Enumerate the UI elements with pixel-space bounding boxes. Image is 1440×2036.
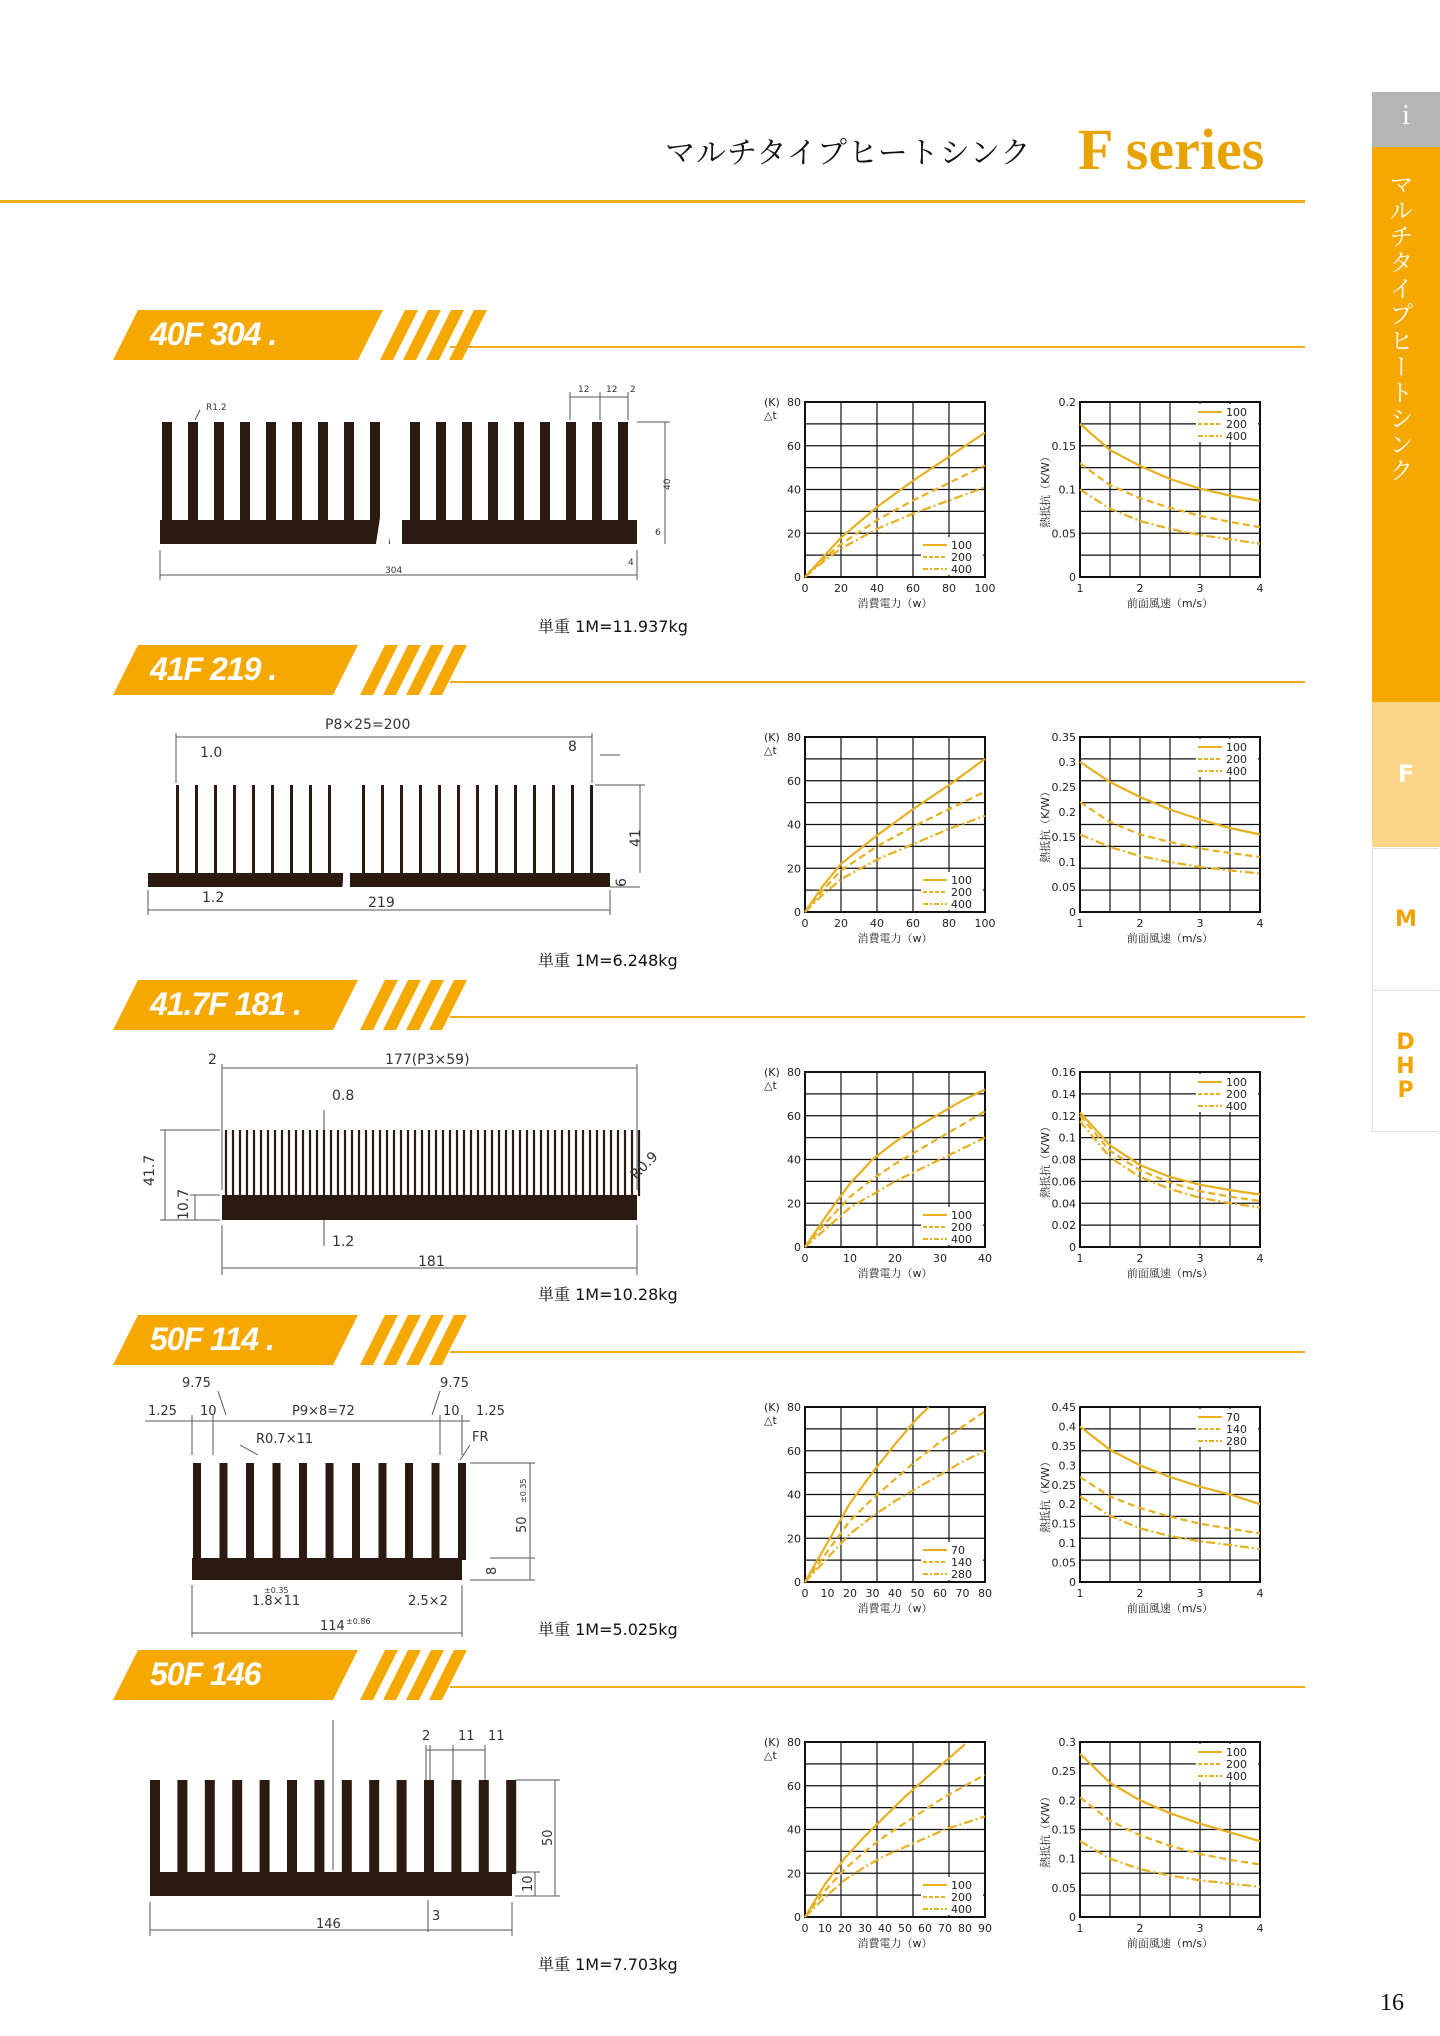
x-tick-label: 20 <box>834 582 848 595</box>
dim-5-6: 146 <box>316 1917 341 1932</box>
y-tick-label: 0.2 <box>1058 806 1076 819</box>
dim-5-3: 11 <box>488 1729 505 1744</box>
x-tick-label: 20 <box>888 1252 902 1265</box>
fin <box>342 1780 352 1874</box>
legend-label: 100 <box>951 539 972 552</box>
legend-label: 70 <box>1226 1411 1240 1424</box>
y-tick-label: 0 <box>794 1911 801 1924</box>
chart-r-2 <box>1035 725 1265 955</box>
y-tick-label: 0.3 <box>1058 1736 1076 1749</box>
y-tick-label: 0.35 <box>1051 731 1076 744</box>
dim-1-2: 12 <box>578 385 590 395</box>
y-tick-label: 0.3 <box>1058 756 1076 769</box>
y-tick-label: 80 <box>787 1736 801 1749</box>
y-axis-label: 熱抵抗（K/W） <box>1039 1791 1052 1868</box>
legend-label: 200 <box>1226 1088 1247 1101</box>
y-tick-label: 0.15 <box>1051 1823 1076 1837</box>
x-tick-label: 60 <box>933 1587 947 1600</box>
y-axis-label-2: △t <box>764 1414 777 1427</box>
legend-label: 400 <box>951 1903 972 1916</box>
y-tick-label: 0.35 <box>1051 1439 1076 1453</box>
y-axis-label-2: △t <box>764 1079 777 1092</box>
chart-dt-5 <box>760 1730 990 1960</box>
dim-2-1: P8×25=200 <box>325 717 411 733</box>
fin <box>205 1780 215 1874</box>
legend-label: 100 <box>951 1209 972 1222</box>
x-tick-label: 40 <box>978 1252 992 1265</box>
legend-label: 200 <box>951 551 972 564</box>
y-tick-label: 0.1 <box>1058 856 1076 869</box>
fin <box>432 1463 440 1560</box>
dim-4-7: 1.25 <box>476 1404 505 1419</box>
y-tick-label: 0.14 <box>1051 1087 1076 1101</box>
fin <box>424 1780 434 1874</box>
legend-label: 140 <box>951 1556 972 1569</box>
fin <box>326 1463 334 1560</box>
x-tick-label: 30 <box>933 1252 947 1265</box>
y-tick-label: 0 <box>794 571 801 584</box>
dim-2-6: 1.2 <box>202 890 225 906</box>
y-tick-label: 0.1 <box>1058 1852 1076 1866</box>
y-tick-label: 40 <box>787 818 801 832</box>
legend-label: 100 <box>1226 1076 1247 1089</box>
dim-4-1: 9.75 <box>182 1376 211 1391</box>
section-rule-2 <box>450 681 1305 683</box>
header-rule <box>0 200 1305 203</box>
dim-4-14: 1.8×11 <box>252 1594 301 1609</box>
dim-4-2: 9.75 <box>440 1376 469 1391</box>
legend-label: 200 <box>1226 753 1247 766</box>
section-rule-1 <box>450 346 1305 348</box>
y-tick-label: 0.2 <box>1058 1794 1076 1808</box>
dim-4-17: ±0.86 <box>346 1617 371 1626</box>
x-tick-label: 4 <box>1256 1252 1264 1265</box>
x-tick-label: 80 <box>958 1922 972 1935</box>
x-tick-label: 90 <box>978 1922 992 1935</box>
x-tick-label: 0 <box>801 1922 809 1935</box>
x-tick-label: 20 <box>843 1587 857 1600</box>
chart-r-4 <box>1035 1395 1265 1625</box>
y-tick-label: 80 <box>787 1066 801 1079</box>
chart-r-3 <box>1035 1060 1265 1290</box>
dim-5-4: 50 <box>541 1829 556 1846</box>
dim-1-3: 12 <box>606 385 618 395</box>
profile-drawing-1 <box>140 380 700 590</box>
x-tick-label: 4 <box>1256 917 1264 930</box>
x-tick-label: 30 <box>865 1587 880 1600</box>
x-tick-label: 2 <box>1136 917 1144 930</box>
dim-4-10: 50 <box>515 1516 530 1533</box>
chart-dt-3 <box>760 1060 990 1290</box>
dim-3-5: 10.7 <box>176 1188 192 1220</box>
y-tick-label: 80 <box>787 396 801 409</box>
fin <box>273 1463 281 1560</box>
x-tick-label: 1 <box>1076 582 1084 595</box>
fin <box>299 1463 307 1560</box>
dim-4-8: R0.7×11 <box>256 1432 314 1447</box>
fin <box>260 1780 270 1874</box>
dim-1-6: 6 <box>655 528 661 538</box>
dim-5-2: 11 <box>458 1729 475 1744</box>
x-tick-label: 50 <box>910 1587 925 1600</box>
dim-1-5: 40 <box>663 478 673 490</box>
dim-3-3: 0.8 <box>332 1088 355 1104</box>
x-axis-label: 消費電力（w） <box>857 597 933 610</box>
x-tick-label: 20 <box>838 1922 852 1935</box>
legend-label: 280 <box>951 1568 972 1581</box>
fin <box>177 1780 187 1874</box>
profile-drawing-4 <box>140 1375 700 1640</box>
y-axis-label: 熱抵抗（K/W） <box>1039 786 1052 863</box>
y-tick-label: 60 <box>787 1444 801 1458</box>
x-tick-label: 100 <box>974 582 996 595</box>
dim-4-9: FR <box>472 1430 489 1445</box>
y-tick-label: 0 <box>1069 571 1076 584</box>
dim-2-5: 6 <box>614 878 630 887</box>
y-tick-label: 0.15 <box>1051 439 1076 453</box>
y-tick-label: 0 <box>1069 906 1076 919</box>
y-axis-label: (K) <box>764 731 780 744</box>
x-tick-label: 0 <box>801 582 809 595</box>
chart-dt-1 <box>760 390 996 620</box>
x-tick-label: 80 <box>978 1587 992 1600</box>
section-title-3: 41.7F 181 . <box>150 986 301 1022</box>
dim-4-3: 1.25 <box>148 1404 177 1419</box>
y-tick-label: 0.25 <box>1051 1478 1076 1492</box>
dim-2-7: 219 <box>368 895 395 911</box>
x-tick-label: 0 <box>801 1252 809 1265</box>
y-tick-label: 0.04 <box>1051 1197 1076 1211</box>
dim-4-5: P9×8=72 <box>292 1404 355 1419</box>
dim-4-12: 8 <box>485 1566 500 1575</box>
x-tick-label: 4 <box>1256 582 1264 595</box>
legend-label: 200 <box>1226 1758 1247 1771</box>
dim-1-8: 4 <box>628 558 634 568</box>
x-tick-label: 0 <box>801 1587 809 1600</box>
dim-3-4: 41.7 <box>142 1154 158 1186</box>
tab-main-label: マルチタイプヒートシンク <box>1385 172 1413 484</box>
dim-2-4: 41 <box>628 829 644 847</box>
fin <box>150 1780 160 1874</box>
y-axis-label: 熱抵抗（K/W） <box>1039 451 1052 528</box>
y-tick-label: 0.3 <box>1058 1459 1076 1473</box>
x-tick-label: 3 <box>1196 1922 1204 1935</box>
legend-label: 400 <box>1226 430 1247 443</box>
y-tick-label: 0.05 <box>1051 1556 1076 1570</box>
x-tick-label: 0 <box>801 917 809 930</box>
chart-dt-4 <box>760 1395 990 1625</box>
dim-4-16: 114 <box>320 1619 345 1634</box>
chart-r-5 <box>1035 1730 1265 1960</box>
fin <box>232 1780 242 1874</box>
y-tick-label: 0.16 <box>1051 1066 1076 1079</box>
legend-label: 400 <box>951 1233 972 1246</box>
y-axis-label-2: △t <box>764 1749 777 1762</box>
weight-5: 単重 1M=7.703kg <box>538 1955 678 1974</box>
x-tick-label: 30 <box>858 1922 872 1935</box>
y-tick-label: 20 <box>787 527 801 541</box>
x-tick-label: 80 <box>942 582 956 595</box>
fins-2 <box>176 785 593 875</box>
section-rule-5 <box>450 1686 1305 1688</box>
y-tick-label: 60 <box>787 1779 801 1793</box>
legend-label: 400 <box>1226 1100 1247 1113</box>
chart-dt-2 <box>760 725 996 955</box>
x-tick-label: 40 <box>870 582 884 595</box>
weight-2: 単重 1M=6.248kg <box>538 951 678 970</box>
y-axis-label: (K) <box>764 1066 780 1079</box>
fin <box>246 1463 254 1560</box>
x-axis-label: 前面風速（m/s） <box>1126 1602 1214 1615</box>
x-tick-label: 60 <box>906 917 920 930</box>
x-tick-label: 10 <box>818 1922 832 1935</box>
fins-4 <box>193 1463 466 1560</box>
y-axis-label: 熱抵抗（K/W） <box>1039 1456 1052 1533</box>
dim-4-11: ±0.35 <box>519 1478 528 1503</box>
y-tick-label: 0 <box>1069 1911 1076 1924</box>
legend-label: 100 <box>1226 741 1247 754</box>
legend-label: 400 <box>951 563 972 576</box>
legend-label: 400 <box>951 898 972 911</box>
tab-dhp-label: D H P <box>1396 1030 1415 1103</box>
fin <box>220 1463 228 1560</box>
y-tick-label: 0.4 <box>1058 1420 1076 1434</box>
y-tick-label: 0.1 <box>1058 483 1076 497</box>
legend-label: 70 <box>951 1544 965 1557</box>
y-tick-label: 60 <box>787 774 801 788</box>
x-axis-label: 前面風速（m/s） <box>1126 932 1214 945</box>
y-tick-label: 60 <box>787 1109 801 1123</box>
x-tick-label: 70 <box>938 1922 952 1935</box>
dim-1-4: 2 <box>630 385 636 395</box>
dim-3-1: 2 <box>208 1052 217 1068</box>
fin <box>352 1463 360 1560</box>
dim-5-1: 2 <box>422 1729 431 1744</box>
fin <box>451 1780 461 1874</box>
x-axis-label: 前面風速（m/s） <box>1126 1267 1214 1280</box>
y-tick-label: 40 <box>787 483 801 497</box>
x-axis-label: 消費電力（w） <box>857 1267 933 1280</box>
fin <box>287 1780 297 1874</box>
y-tick-label: 0.08 <box>1051 1153 1076 1167</box>
x-tick-label: 2 <box>1136 1922 1144 1935</box>
y-tick-label: 20 <box>787 1532 801 1546</box>
y-tick-label: 60 <box>787 439 801 453</box>
x-axis-label: 消費電力（w） <box>857 932 933 945</box>
y-tick-label: 40 <box>787 1153 801 1167</box>
section-title-5: 50F 146 <box>150 1656 261 1692</box>
dim-3-8: 181 <box>418 1254 445 1270</box>
x-tick-label: 60 <box>906 582 920 595</box>
y-tick-label: 0 <box>794 906 801 919</box>
y-tick-label: 0.05 <box>1051 527 1076 541</box>
legend-label: 100 <box>951 1879 972 1892</box>
x-tick-label: 1 <box>1076 1252 1084 1265</box>
dim-4-13: ±0.35 <box>264 1586 289 1595</box>
dim-2-2: 1.0 <box>200 745 223 761</box>
x-axis-label: 消費電力（w） <box>857 1937 933 1950</box>
legend-label: 200 <box>951 1221 972 1234</box>
dim-5-7: 3 <box>432 1909 441 1924</box>
legend-label: 200 <box>1226 418 1247 431</box>
profile-drawing-3 <box>140 1050 700 1270</box>
weight-4: 単重 1M=5.025kg <box>538 1620 678 1639</box>
fin <box>314 1780 324 1874</box>
y-axis-label: (K) <box>764 1401 780 1414</box>
x-axis-label: 消費電力（w） <box>857 1602 933 1615</box>
y-axis-label: (K) <box>764 1736 780 1749</box>
x-tick-label: 10 <box>843 1252 857 1265</box>
y-axis-label-2: △t <box>764 744 777 757</box>
legend-label: 400 <box>1226 1770 1247 1783</box>
tab-i[interactable]: i <box>1372 92 1440 147</box>
x-axis-label: 前面風速（m/s） <box>1126 1937 1214 1950</box>
fin <box>405 1463 413 1560</box>
x-tick-label: 60 <box>918 1922 932 1935</box>
dim-3-7: 1.2 <box>332 1234 355 1250</box>
y-tick-label: 0.1 <box>1058 1131 1076 1145</box>
weight-3: 単重 1M=10.28kg <box>538 1285 678 1304</box>
profile-drawing-5 <box>140 1710 700 1940</box>
page-title: マルチタイプヒートシンク <box>665 136 1032 171</box>
section-title-4: 50F 114 . <box>150 1321 274 1357</box>
fin <box>506 1780 516 1874</box>
x-tick-label: 2 <box>1136 1252 1144 1265</box>
x-tick-label: 1 <box>1076 1587 1084 1600</box>
x-tick-label: 3 <box>1196 917 1204 930</box>
y-tick-label: 0.25 <box>1051 781 1076 794</box>
section-rule-3 <box>450 1016 1305 1018</box>
legend-label: 200 <box>951 886 972 899</box>
y-tick-label: 0 <box>794 1576 801 1589</box>
section-title-2: 41F 219 . <box>150 651 277 687</box>
y-axis-label: (K) <box>764 396 780 409</box>
x-tick-label: 2 <box>1136 582 1144 595</box>
series-title: F series <box>1078 117 1265 182</box>
y-tick-label: 40 <box>787 1488 801 1502</box>
x-tick-label: 50 <box>898 1922 912 1935</box>
y-tick-label: 0 <box>1069 1576 1076 1589</box>
dim-4-6: 10 <box>443 1404 460 1419</box>
dim-1-1: R1.2 <box>206 403 227 413</box>
y-axis-label: 熱抵抗（K/W） <box>1039 1121 1052 1198</box>
legend-label: 140 <box>1226 1423 1247 1436</box>
y-axis-label-2: △t <box>764 409 777 422</box>
y-tick-label: 0.05 <box>1051 1881 1076 1895</box>
y-tick-label: 80 <box>787 1401 801 1414</box>
legend-label: 100 <box>1226 406 1247 419</box>
fin <box>369 1780 379 1874</box>
y-tick-label: 20 <box>787 1197 801 1211</box>
y-tick-label: 0.1 <box>1058 1537 1076 1551</box>
x-tick-label: 80 <box>942 917 956 930</box>
tab-m[interactable]: M <box>1372 848 1439 991</box>
dim-2-3: 8 <box>568 739 577 755</box>
legend-label: 100 <box>1226 1746 1247 1759</box>
x-tick-label: 40 <box>878 1922 892 1935</box>
y-tick-label: 0.02 <box>1051 1219 1076 1233</box>
y-tick-label: 20 <box>787 1867 801 1881</box>
legend-label: 200 <box>951 1891 972 1904</box>
chart-r-1 <box>1035 390 1265 620</box>
x-tick-label: 2 <box>1136 1587 1144 1600</box>
x-tick-label: 3 <box>1196 582 1204 595</box>
tab-dhp[interactable] <box>1372 990 1438 1132</box>
tab-f[interactable]: F <box>1372 702 1440 847</box>
y-tick-label: 0.2 <box>1058 1498 1076 1512</box>
page-number: 16 <box>1380 1990 1404 2016</box>
dim-1-7: 304 <box>385 566 403 576</box>
x-tick-label: 10 <box>820 1587 835 1600</box>
section-rule-4 <box>450 1351 1305 1353</box>
x-tick-label: 4 <box>1256 1922 1264 1935</box>
x-tick-label: 100 <box>974 917 996 930</box>
x-tick-label: 70 <box>955 1587 970 1600</box>
y-tick-label: 0.12 <box>1051 1109 1076 1123</box>
fins-3 <box>226 1130 639 1196</box>
x-tick-label: 40 <box>888 1587 902 1600</box>
y-tick-label: 0.15 <box>1051 831 1076 844</box>
fin <box>458 1463 466 1560</box>
legend-label: 400 <box>1226 765 1247 778</box>
x-tick-label: 3 <box>1196 1587 1204 1600</box>
y-tick-label: 0.25 <box>1051 1765 1076 1779</box>
x-tick-label: 4 <box>1256 1587 1264 1600</box>
fin <box>397 1780 407 1874</box>
y-tick-label: 0.06 <box>1051 1175 1076 1189</box>
x-tick-label: 1 <box>1076 917 1084 930</box>
dim-3-2: 177(P3×59) <box>385 1052 470 1068</box>
fin <box>379 1463 387 1560</box>
dim-4-15: 2.5×2 <box>408 1594 448 1609</box>
legend-label: 100 <box>951 874 972 887</box>
y-tick-label: 0.45 <box>1051 1401 1076 1414</box>
weight-1: 単重 1M=11.937kg <box>538 617 688 636</box>
x-tick-label: 3 <box>1196 1252 1204 1265</box>
y-tick-label: 80 <box>787 731 801 744</box>
y-tick-label: 40 <box>787 1823 801 1837</box>
profile-drawing-2 <box>140 715 700 925</box>
y-tick-label: 20 <box>787 862 801 876</box>
fin <box>479 1780 489 1874</box>
y-tick-label: 0.2 <box>1058 396 1076 409</box>
dim-4-4: 10 <box>200 1404 217 1419</box>
section-title-1: 40F 304 . <box>150 316 277 352</box>
x-tick-label: 1 <box>1076 1922 1084 1935</box>
dim-3-6: R0.9 <box>627 1148 662 1183</box>
y-tick-label: 0 <box>1069 1241 1076 1254</box>
dim-5-5: 10 <box>521 1875 536 1892</box>
y-tick-label: 0.05 <box>1051 881 1076 894</box>
fin <box>193 1463 201 1560</box>
y-tick-label: 0 <box>794 1241 801 1254</box>
x-tick-label: 40 <box>870 917 884 930</box>
x-axis-label: 前面風速（m/s） <box>1126 597 1214 610</box>
y-tick-label: 0.15 <box>1051 1517 1076 1531</box>
x-tick-label: 20 <box>834 917 848 930</box>
legend-label: 280 <box>1226 1435 1247 1448</box>
